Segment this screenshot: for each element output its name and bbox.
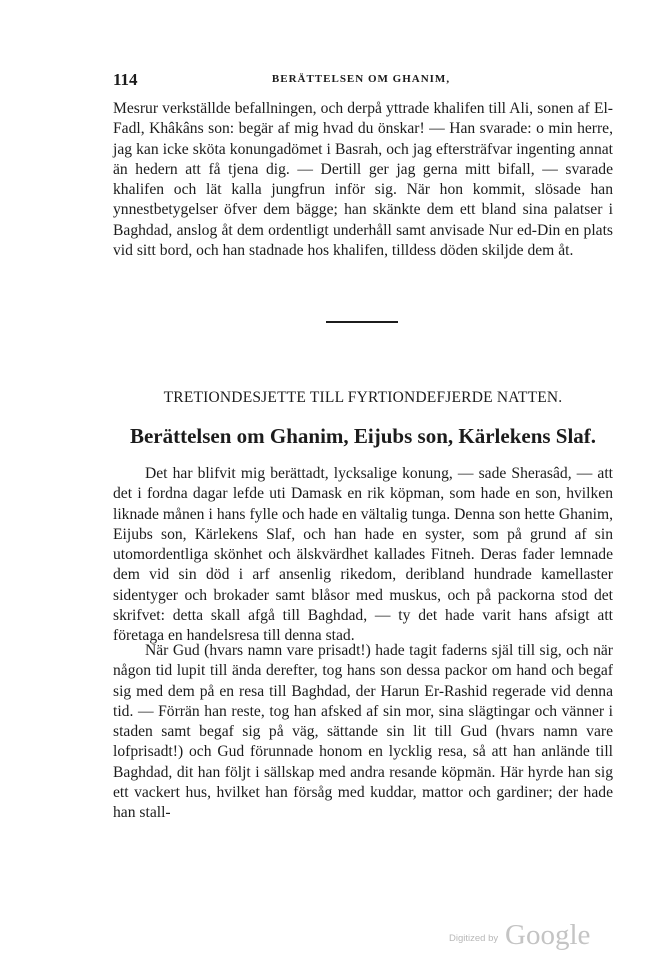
section-divider: [326, 321, 398, 323]
digitized-by-text: Digitized by: [449, 933, 499, 944]
running-head: BERÄTTELSEN OM GHANIM,: [271, 73, 451, 85]
page-header: [113, 70, 609, 94]
story-title: Berättelsen om Ghanim, Eijubs son, Kärlekens Slaf.: [129, 424, 597, 448]
google-logo: Google: [505, 919, 591, 951]
page-number: 114: [113, 70, 138, 89]
paragraph-continuation: Mesrur verkställde befallningen, och derpå yttrade khalifen till Ali, sonen af El-Fadl, Khâkâns son: begär af mig hvad du önskar! — Han svarade: o min herre, jag kan icke sköta konungadömet i Basrah, och jag eftersträfvar ingenting annat än hedern att få tjena dig. — Dertill ger jag gerna mitt bifall, — svarade khalifen och lät kalla jungfrun inför sig. När hon kommit, slösade han ynnestbetygelser öfver dem bägge; han skänkte dem ett bland sina palatser i Baghdad, anslog åt dem ordentligt underhåll samt anvisade Nur ed-Din en plats vid sitt bord, och han stadnade hos khalifen, tilldess döden skiljde dem åt.: [113, 100, 613, 260]
chapter-heading: TRETIONDESJETTE TILL FYRTIONDEFJERDE NATTEN.: [163, 389, 563, 406]
paragraph-story-opening: Det har blifvit mig berättadt, lycksalige konung, — sade Sherasâd, — att det i fordna dagar lefde uti Damask en rik köpman, som hade en son, hvilken liknade månen i hans fylle och hade en vältalig tunga. Denna son hette Ghanim, Eijubs son, Kärlekens Slaf, och han hade en syster, som på grund af sin utomordentliga skönhet och älskvärdhet kallades Fitneh. Deras fader lemnade dem vid sin död i arf ansenlig rikedom, deribland hundrade kamellaster sidentyger och brokader samt blåsor med muskus, och på packorna stod det skrifvet: detta skall afgå till Baghdad, — ty det hade varit hans afsigt att företaga en handelsresa till denna stad.: [113, 465, 613, 645]
digitized-watermark: [449, 919, 589, 953]
paragraph-story-continued: När Gud (hvars namn vare prisadt!) hade tagit faderns själ till sig, och när någon tid lupit till ända derefter, tog hans son dessa packor om hand och begaf sig med dem på en resa till Baghdad, der Harun Er-Rashid regerade vid denna tid. — Förrän han reste, tog han afsked af sin mor, sina slägtingar och vänner i staden samt begaf sig på väg, sättande sin lit till Gud (hvars namn vare lofprisadt!) och Gud förunnade honom en lycklig resa, så att han anlände till Baghdad, dit han följt i sällskap med andra resande köpmän. Här hyrde han sig ett vackert hus, hvilket han försåg med kuddar, mattor och gardiner; der hade han stall-: [113, 642, 613, 822]
